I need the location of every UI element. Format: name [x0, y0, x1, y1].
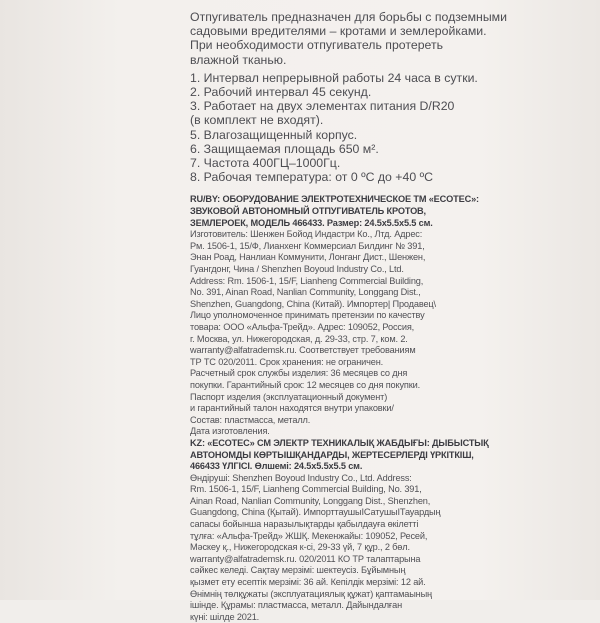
kz-info-line: Rm. 1506-1, 15/F, Lianheng Commercial Building, No. 391, [190, 484, 422, 495]
spec-item: 6. Защищаемая площадь 650 м². [190, 141, 379, 156]
kz-info-line: Ainan Road, Nanlian Community, Longgang Dist., Shenzhen, [190, 495, 431, 506]
ru-info-line: Дата изготовления. [190, 426, 270, 437]
ru-info-line: Рм. 1506-1, 15/Ф, Лианхенг Коммерсиал Билдинг № 391, [190, 240, 425, 251]
ru-manufacturer-info [190, 229, 436, 438]
spec-item: 1. Интервал непрерывной работы 24 часа в сутки. [190, 70, 478, 85]
ru-info-line: покупки. Гарантийный срок: 12 месяцев со дня покупки. [190, 379, 420, 390]
specifications-list [190, 70, 478, 185]
spec-item: 7. Частота 400ГЦ–1000Гц. [190, 156, 341, 171]
kz-heading-line: АВТОНОМДЫ КӨРТЫШҚАНДАРДЫ, ЖЕРТЕСЕРЛЕРДІ ҮРКІТКІШ, [190, 449, 474, 460]
ru-info-line: товара: ООО «Альфа-Трейд». Адрес: 109052, Россия, [190, 321, 415, 332]
legal-info-block [190, 194, 489, 623]
kz-heading-line: KZ: «ECOTEC» СМ ЭЛЕКТР ТЕХНИКАЛЫҚ ЖАБДЫҒЫ: ДЫБЫСТЫҚ [190, 437, 489, 448]
ru-info-line: Состав: пластмасса, металл. [190, 414, 311, 425]
intro-line: влажной тканью. [190, 52, 287, 67]
ru-info-line: Лицо уполномоченное принимать претензии по качеству [190, 310, 425, 321]
kz-info-line: күні: шілде 2021. [190, 611, 260, 622]
ru-info-line: No. 391, Ainan Road, Nanlian Community, Longgang Dist., [190, 287, 421, 298]
spec-item: 2. Рабочий интервал 45 секунд. [190, 85, 372, 100]
ru-info-line: Паспорт изделия (эксплуатационный документ) [190, 391, 388, 402]
kz-info-line: сәйкес келеді. Сақтау мерзімі: шектеусіз. Бұйымның [190, 565, 406, 576]
ru-info-line: Address: Rm. 1506-1, 15/F, Lianheng Commercial Building, [190, 275, 424, 286]
kz-info-line: Өндіруші: Shenzhen Boyoud Industry Co., Ltd. Address: [190, 472, 412, 483]
kz-product-heading [190, 437, 489, 473]
spec-item: 3. Работает на двух элементах питания D/R20 [190, 99, 455, 114]
intro-paragraph [190, 10, 507, 67]
ru-product-heading [190, 194, 479, 229]
kz-info-line: Guangdong, China (Қытай). ИмпорттаушыІСатушыІТауардың [190, 507, 441, 518]
ru-info-line: Энан Роад, Нанлиан Коммунити, Лонганг Дист., Шенжен, [190, 252, 426, 263]
intro-line: садовыми вредителями – кротами и землеройками. [190, 24, 487, 39]
ru-info-line: Изготовитель: Шенжен Бойод Индастри Ко., Лтд. Адрес: [190, 229, 423, 240]
kz-info-line: Мәскеу қ., Нижегородская к-сі, 29-33 үй, 7 құр., 2 бөл. [190, 542, 410, 553]
ru-info-line: warranty@alfatradеmsk.ru. Соответствует требованиям [190, 345, 416, 356]
kz-info-line: Өнімнің төлқұжаты (эксплуатациялық құжат) қаптамаының [190, 588, 432, 599]
kz-info-line: warranty@alfatradеmsk.ru. 020/2011 КО ТР талаптарына [190, 553, 421, 564]
intro-line: Отпугиватель предназначен для борьбы с подземными [190, 10, 507, 24]
ru-heading-line: ЗВУКОВОЙ АВТОНОМНЫЙ ОТПУГИВАТЕЛЬ КРОТОВ, [190, 206, 426, 217]
spec-item: 5. Влагозащищенный корпус. [190, 127, 358, 142]
ru-info-line: Расчетный срок службы изделия: 36 месяцев со дня [190, 368, 408, 379]
ru-info-line: ТР ТС 020/2011. Срок хранения: не ограничен. [190, 356, 384, 367]
ru-info-line: г. Москва, ул. Нижегородская, д. 29-33, стр. 7, ком. 2. [190, 333, 408, 344]
spec-item: 8. Рабочая температура: от 0 ºС до +40 ºС [190, 170, 433, 185]
kz-info-line: ішінде. Құрамы: пластмасса, металл. Дайындалған [190, 600, 402, 611]
kz-info-line: сапасы бойынша наразылықтарды қабылдауға өкілетті [190, 519, 419, 530]
ru-info-line: Shenzhen, Guangdong, China (Китай). Импортер| Продавец\ [190, 298, 436, 309]
ru-heading-line: ЗЕМЛЕРОЕК, МОДЕЛЬ 466433. Размер: 24.5х5.5х5.5 см. [190, 217, 433, 228]
ru-info-line: и гарантийный талон находятся внутри упаковки/ [190, 403, 394, 414]
description-block [190, 10, 507, 185]
kz-manufacturer-info [190, 472, 441, 623]
ru-heading-line: RU/BY: ОБОРУДОВАНИЕ ЭЛЕКТРОТЕХНИЧЕСКОЕ ТМ «ECOTEC»: [190, 194, 479, 205]
ru-info-line: Гуангдонг, Чина / Shenzhen Boyoud Industry Co., Ltd. [190, 264, 404, 274]
product-label [190, 10, 507, 623]
kz-heading-line: 466433 ҮЛГІСІ. Өлшемі: 24.5х5.5х5.5 см. [190, 461, 363, 472]
kz-info-line: қызмет ету есептік мерзімі: 36 ай. Кепілдік мерзімі: 12 ай. [190, 577, 426, 588]
spec-item: (в комплект не входят). [190, 113, 324, 128]
intro-line: При необходимости отпугиватель протереть [190, 38, 444, 53]
kz-info-line: тұлға: «Альфа-Трейд» ЖШҚ. Мекенжайы: 109052, Ресей, [190, 530, 428, 541]
